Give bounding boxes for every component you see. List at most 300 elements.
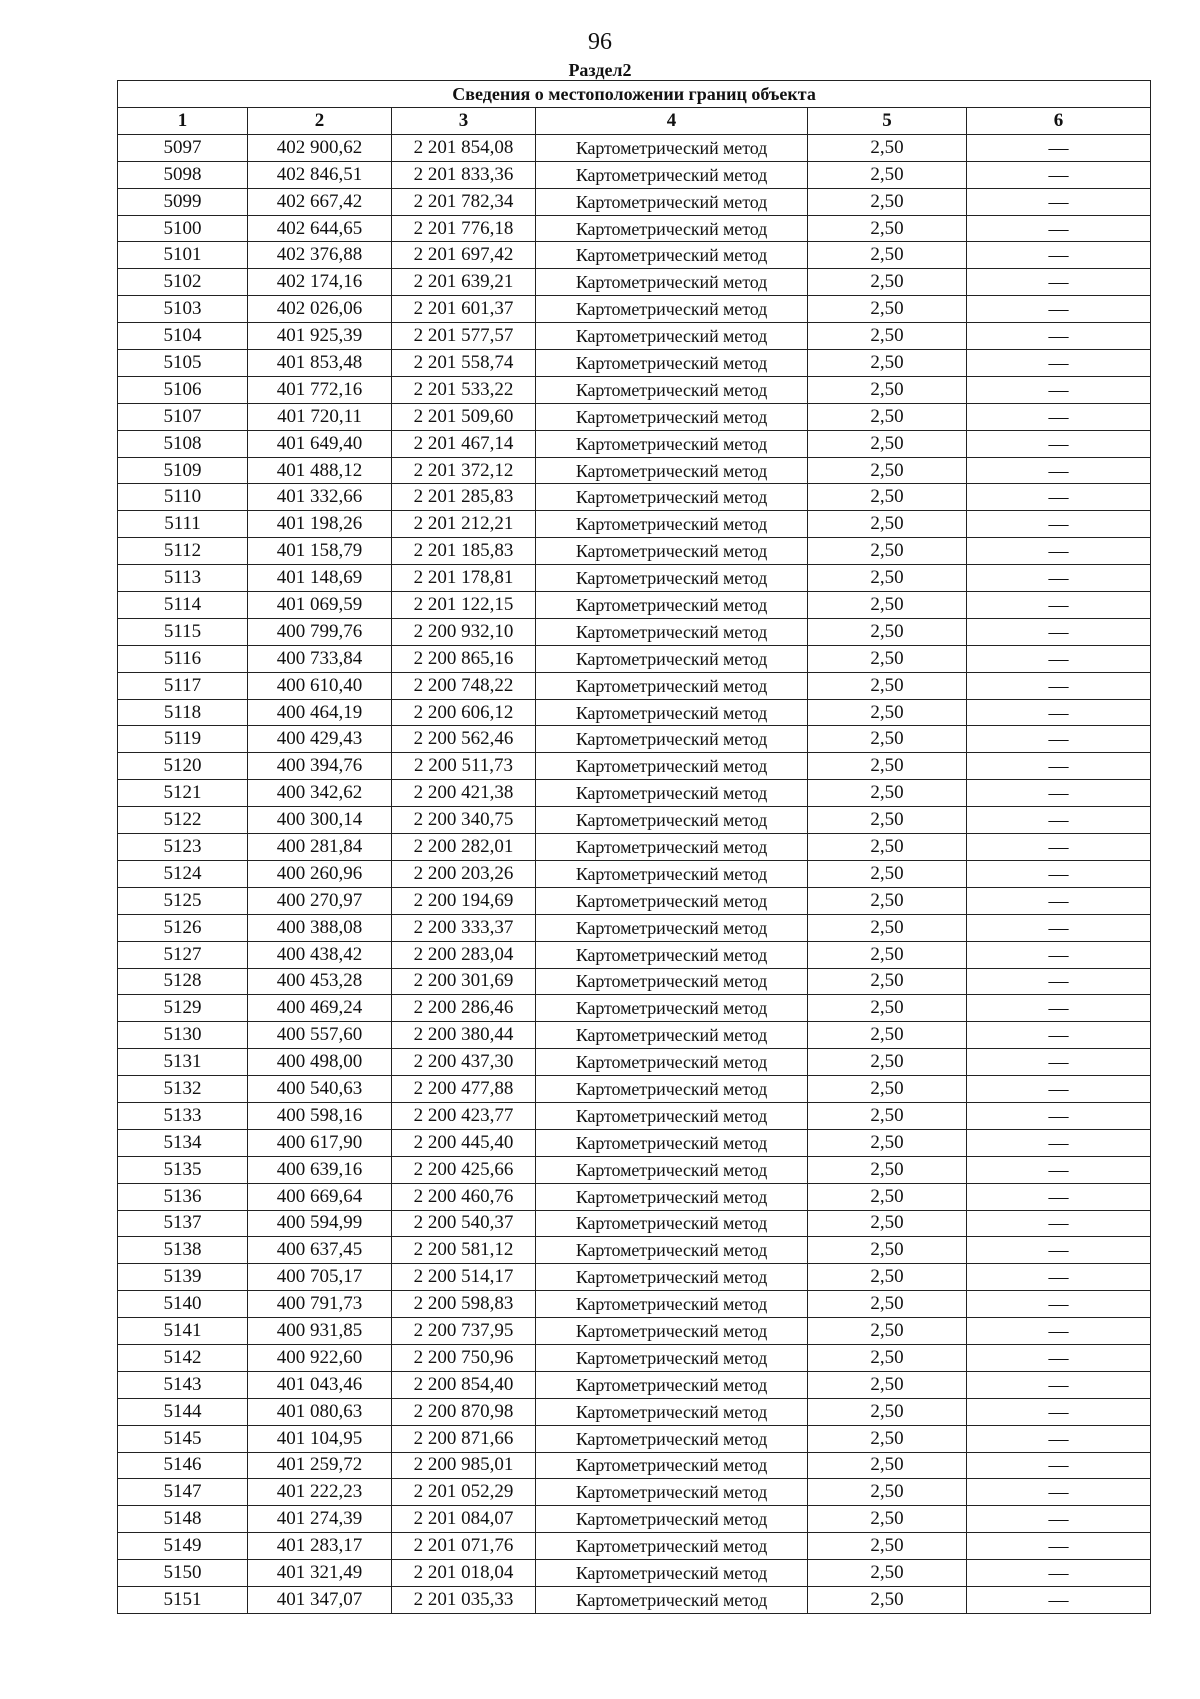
point-number-cell: 5100 xyxy=(118,215,248,242)
method-cell: Картометрический метод xyxy=(536,269,808,296)
accuracy-cell: 2,50 xyxy=(808,860,967,887)
accuracy-cell: 2,50 xyxy=(808,618,967,645)
x-coordinate-cell: 400 594,99 xyxy=(248,1210,392,1237)
description-cell: — xyxy=(967,430,1151,457)
accuracy-cell: 2,50 xyxy=(808,1560,967,1587)
accuracy-cell: 2,50 xyxy=(808,1049,967,1076)
y-coordinate-cell: 2 200 286,46 xyxy=(392,995,536,1022)
accuracy-cell: 2,50 xyxy=(808,1102,967,1129)
description-cell: — xyxy=(967,699,1151,726)
table-row xyxy=(118,1183,1151,1210)
point-number-cell: 5124 xyxy=(118,860,248,887)
description-cell: — xyxy=(967,188,1151,215)
x-coordinate-cell: 400 438,42 xyxy=(248,941,392,968)
y-coordinate-cell: 2 201 509,60 xyxy=(392,403,536,430)
y-coordinate-cell: 2 201 071,76 xyxy=(392,1533,536,1560)
x-coordinate-cell: 400 705,17 xyxy=(248,1264,392,1291)
y-coordinate-cell: 2 201 697,42 xyxy=(392,242,536,269)
point-number-cell: 5142 xyxy=(118,1344,248,1371)
x-coordinate-cell: 400 429,43 xyxy=(248,726,392,753)
y-coordinate-cell: 2 201 212,21 xyxy=(392,511,536,538)
method-cell: Картометрический метод xyxy=(536,1425,808,1452)
y-coordinate-cell: 2 201 467,14 xyxy=(392,430,536,457)
method-cell: Картометрический метод xyxy=(536,1586,808,1613)
accuracy-cell: 2,50 xyxy=(808,565,967,592)
table-row xyxy=(118,269,1151,296)
x-coordinate-cell: 400 300,14 xyxy=(248,807,392,834)
table-row xyxy=(118,672,1151,699)
y-coordinate-cell: 2 201 854,08 xyxy=(392,134,536,161)
y-coordinate-cell: 2 200 854,40 xyxy=(392,1371,536,1398)
table-row xyxy=(118,645,1151,672)
y-coordinate-cell: 2 200 283,04 xyxy=(392,941,536,968)
y-coordinate-cell: 2 200 194,69 xyxy=(392,887,536,914)
x-coordinate-cell: 400 733,84 xyxy=(248,645,392,672)
x-coordinate-cell: 402 644,65 xyxy=(248,215,392,242)
table-row xyxy=(118,403,1151,430)
y-coordinate-cell: 2 200 581,12 xyxy=(392,1237,536,1264)
description-cell: — xyxy=(967,1291,1151,1318)
point-number-cell: 5132 xyxy=(118,1076,248,1103)
y-coordinate-cell: 2 201 018,04 xyxy=(392,1560,536,1587)
accuracy-cell: 2,50 xyxy=(808,296,967,323)
x-coordinate-cell: 402 846,51 xyxy=(248,161,392,188)
method-cell: Картометрический метод xyxy=(536,161,808,188)
description-cell: — xyxy=(967,780,1151,807)
table-row xyxy=(118,134,1151,161)
table-row xyxy=(118,1102,1151,1129)
description-cell: — xyxy=(967,403,1151,430)
point-number-cell: 5110 xyxy=(118,484,248,511)
method-cell: Картометрический метод xyxy=(536,1049,808,1076)
accuracy-cell: 2,50 xyxy=(808,269,967,296)
accuracy-cell: 2,50 xyxy=(808,323,967,350)
x-coordinate-cell: 401 222,23 xyxy=(248,1479,392,1506)
method-cell: Картометрический метод xyxy=(536,403,808,430)
x-coordinate-cell: 400 639,16 xyxy=(248,1156,392,1183)
y-coordinate-cell: 2 200 477,88 xyxy=(392,1076,536,1103)
x-coordinate-cell: 400 557,60 xyxy=(248,1022,392,1049)
method-cell: Картометрический метод xyxy=(536,1264,808,1291)
description-cell: — xyxy=(967,1102,1151,1129)
description-cell: — xyxy=(967,1398,1151,1425)
column-header: 4 xyxy=(536,108,808,135)
y-coordinate-cell: 2 200 460,76 xyxy=(392,1183,536,1210)
method-cell: Картометрический метод xyxy=(536,753,808,780)
y-coordinate-cell: 2 201 776,18 xyxy=(392,215,536,242)
x-coordinate-cell: 400 637,45 xyxy=(248,1237,392,1264)
y-coordinate-cell: 2 200 282,01 xyxy=(392,834,536,861)
point-number-cell: 5136 xyxy=(118,1183,248,1210)
y-coordinate-cell: 2 201 782,34 xyxy=(392,188,536,215)
y-coordinate-cell: 2 201 285,83 xyxy=(392,484,536,511)
y-coordinate-cell: 2 201 833,36 xyxy=(392,161,536,188)
method-cell: Картометрический метод xyxy=(536,1371,808,1398)
method-cell: Картометрический метод xyxy=(536,1398,808,1425)
description-cell: — xyxy=(967,269,1151,296)
x-coordinate-cell: 401 321,49 xyxy=(248,1560,392,1587)
table-row xyxy=(118,1452,1151,1479)
method-cell: Картометрический метод xyxy=(536,1318,808,1345)
point-number-cell: 5104 xyxy=(118,323,248,350)
method-cell: Картометрический метод xyxy=(536,1291,808,1318)
caption-row xyxy=(118,81,1151,108)
x-coordinate-cell: 400 394,76 xyxy=(248,753,392,780)
description-cell: — xyxy=(967,1452,1151,1479)
description-cell: — xyxy=(967,242,1151,269)
accuracy-cell: 2,50 xyxy=(808,1022,967,1049)
y-coordinate-cell: 2 201 178,81 xyxy=(392,565,536,592)
point-number-cell: 5120 xyxy=(118,753,248,780)
y-coordinate-cell: 2 200 445,40 xyxy=(392,1129,536,1156)
table-row xyxy=(118,1586,1151,1613)
method-cell: Картометрический метод xyxy=(536,215,808,242)
method-cell: Картометрический метод xyxy=(536,1237,808,1264)
x-coordinate-cell: 401 198,26 xyxy=(248,511,392,538)
method-cell: Картометрический метод xyxy=(536,860,808,887)
column-header: 6 xyxy=(967,108,1151,135)
method-cell: Картометрический метод xyxy=(536,995,808,1022)
point-number-cell: 5151 xyxy=(118,1586,248,1613)
column-header: 1 xyxy=(118,108,248,135)
x-coordinate-cell: 400 669,64 xyxy=(248,1183,392,1210)
y-coordinate-cell: 2 201 601,37 xyxy=(392,296,536,323)
accuracy-cell: 2,50 xyxy=(808,242,967,269)
x-coordinate-cell: 401 720,11 xyxy=(248,403,392,430)
x-coordinate-cell: 401 925,39 xyxy=(248,323,392,350)
method-cell: Картометрический метод xyxy=(536,780,808,807)
table-row xyxy=(118,1506,1151,1533)
description-cell: — xyxy=(967,323,1151,350)
accuracy-cell: 2,50 xyxy=(808,457,967,484)
method-cell: Картометрический метод xyxy=(536,242,808,269)
method-cell: Картометрический метод xyxy=(536,1210,808,1237)
x-coordinate-cell: 400 453,28 xyxy=(248,968,392,995)
table-row xyxy=(118,941,1151,968)
table-row xyxy=(118,457,1151,484)
table-row xyxy=(118,968,1151,995)
table-row xyxy=(118,807,1151,834)
x-coordinate-cell: 401 104,95 xyxy=(248,1425,392,1452)
table-row xyxy=(118,188,1151,215)
x-coordinate-cell: 401 283,17 xyxy=(248,1533,392,1560)
x-coordinate-cell: 400 922,60 xyxy=(248,1344,392,1371)
accuracy-cell: 2,50 xyxy=(808,1076,967,1103)
section-title: Раздел2 xyxy=(568,60,632,80)
x-coordinate-cell: 401 148,69 xyxy=(248,565,392,592)
x-coordinate-cell: 402 900,62 xyxy=(248,134,392,161)
y-coordinate-cell: 2 200 340,75 xyxy=(392,807,536,834)
accuracy-cell: 2,50 xyxy=(808,350,967,377)
method-cell: Картометрический метод xyxy=(536,592,808,619)
description-cell: — xyxy=(967,1076,1151,1103)
point-number-cell: 5119 xyxy=(118,726,248,753)
point-number-cell: 5118 xyxy=(118,699,248,726)
point-number-cell: 5140 xyxy=(118,1291,248,1318)
x-coordinate-cell: 400 388,08 xyxy=(248,914,392,941)
description-cell: — xyxy=(967,618,1151,645)
y-coordinate-cell: 2 201 084,07 xyxy=(392,1506,536,1533)
point-number-cell: 5141 xyxy=(118,1318,248,1345)
point-number-cell: 5106 xyxy=(118,376,248,403)
point-number-cell: 5133 xyxy=(118,1102,248,1129)
accuracy-cell: 2,50 xyxy=(808,161,967,188)
point-number-cell: 5128 xyxy=(118,968,248,995)
table-row xyxy=(118,484,1151,511)
table-row xyxy=(118,995,1151,1022)
accuracy-cell: 2,50 xyxy=(808,753,967,780)
accuracy-cell: 2,50 xyxy=(808,592,967,619)
table-row xyxy=(118,376,1151,403)
point-number-cell: 5113 xyxy=(118,565,248,592)
x-coordinate-cell: 401 069,59 xyxy=(248,592,392,619)
accuracy-cell: 2,50 xyxy=(808,215,967,242)
method-cell: Картометрический метод xyxy=(536,511,808,538)
y-coordinate-cell: 2 200 606,12 xyxy=(392,699,536,726)
table-row xyxy=(118,565,1151,592)
accuracy-cell: 2,50 xyxy=(808,941,967,968)
x-coordinate-cell: 400 464,19 xyxy=(248,699,392,726)
accuracy-cell: 2,50 xyxy=(808,968,967,995)
x-coordinate-cell: 400 799,76 xyxy=(248,618,392,645)
point-number-cell: 5143 xyxy=(118,1371,248,1398)
x-coordinate-cell: 400 791,73 xyxy=(248,1291,392,1318)
accuracy-cell: 2,50 xyxy=(808,1291,967,1318)
accuracy-cell: 2,50 xyxy=(808,645,967,672)
method-cell: Картометрический метод xyxy=(536,1479,808,1506)
table-row xyxy=(118,1479,1151,1506)
accuracy-cell: 2,50 xyxy=(808,780,967,807)
description-cell: — xyxy=(967,807,1151,834)
x-coordinate-cell: 400 498,00 xyxy=(248,1049,392,1076)
y-coordinate-cell: 2 200 425,66 xyxy=(392,1156,536,1183)
column-header: 2 xyxy=(248,108,392,135)
method-cell: Картометрический метод xyxy=(536,968,808,995)
description-cell: — xyxy=(967,1506,1151,1533)
accuracy-cell: 2,50 xyxy=(808,914,967,941)
column-header-row xyxy=(118,108,1151,135)
method-cell: Картометрический метод xyxy=(536,618,808,645)
point-number-cell: 5099 xyxy=(118,188,248,215)
table-row xyxy=(118,161,1151,188)
y-coordinate-cell: 2 200 562,46 xyxy=(392,726,536,753)
accuracy-cell: 2,50 xyxy=(808,807,967,834)
method-cell: Картометрический метод xyxy=(536,1076,808,1103)
point-number-cell: 5129 xyxy=(118,995,248,1022)
y-coordinate-cell: 2 200 748,22 xyxy=(392,672,536,699)
method-cell: Картометрический метод xyxy=(536,914,808,941)
x-coordinate-cell: 401 259,72 xyxy=(248,1452,392,1479)
accuracy-cell: 2,50 xyxy=(808,538,967,565)
point-number-cell: 5117 xyxy=(118,672,248,699)
x-coordinate-cell: 401 772,16 xyxy=(248,376,392,403)
method-cell: Картометрический метод xyxy=(536,323,808,350)
method-cell: Картометрический метод xyxy=(536,1156,808,1183)
accuracy-cell: 2,50 xyxy=(808,430,967,457)
y-coordinate-cell: 2 200 932,10 xyxy=(392,618,536,645)
y-coordinate-cell: 2 200 421,38 xyxy=(392,780,536,807)
y-coordinate-cell: 2 201 122,15 xyxy=(392,592,536,619)
column-header: 5 xyxy=(808,108,967,135)
method-cell: Картометрический метод xyxy=(536,565,808,592)
point-number-cell: 5098 xyxy=(118,161,248,188)
accuracy-cell: 2,50 xyxy=(808,188,967,215)
description-cell: — xyxy=(967,565,1151,592)
point-number-cell: 5097 xyxy=(118,134,248,161)
x-coordinate-cell: 401 274,39 xyxy=(248,1506,392,1533)
y-coordinate-cell: 2 200 514,17 xyxy=(392,1264,536,1291)
y-coordinate-cell: 2 201 577,57 xyxy=(392,323,536,350)
method-cell: Картометрический метод xyxy=(536,457,808,484)
x-coordinate-cell: 401 332,66 xyxy=(248,484,392,511)
accuracy-cell: 2,50 xyxy=(808,376,967,403)
y-coordinate-cell: 2 201 372,12 xyxy=(392,457,536,484)
y-coordinate-cell: 2 200 865,16 xyxy=(392,645,536,672)
method-cell: Картометрический метод xyxy=(536,1102,808,1129)
accuracy-cell: 2,50 xyxy=(808,1344,967,1371)
description-cell: — xyxy=(967,941,1151,968)
table-row xyxy=(118,1156,1151,1183)
x-coordinate-cell: 402 667,42 xyxy=(248,188,392,215)
description-cell: — xyxy=(967,995,1151,1022)
method-cell: Картометрический метод xyxy=(536,887,808,914)
description-cell: — xyxy=(967,134,1151,161)
column-header: 3 xyxy=(392,108,536,135)
x-coordinate-cell: 400 260,96 xyxy=(248,860,392,887)
accuracy-cell: 2,50 xyxy=(808,1156,967,1183)
method-cell: Картометрический метод xyxy=(536,645,808,672)
description-cell: — xyxy=(967,1049,1151,1076)
table-row xyxy=(118,834,1151,861)
accuracy-cell: 2,50 xyxy=(808,1479,967,1506)
table-row xyxy=(118,511,1151,538)
table-row xyxy=(118,592,1151,619)
table-row xyxy=(118,1318,1151,1345)
point-number-cell: 5131 xyxy=(118,1049,248,1076)
description-cell: — xyxy=(967,645,1151,672)
description-cell: — xyxy=(967,538,1151,565)
point-number-cell: 5121 xyxy=(118,780,248,807)
point-number-cell: 5134 xyxy=(118,1129,248,1156)
x-coordinate-cell: 400 342,62 xyxy=(248,780,392,807)
x-coordinate-cell: 401 488,12 xyxy=(248,457,392,484)
point-number-cell: 5145 xyxy=(118,1425,248,1452)
table-row xyxy=(118,1129,1151,1156)
description-cell: — xyxy=(967,834,1151,861)
x-coordinate-cell: 400 469,24 xyxy=(248,995,392,1022)
table-row xyxy=(118,1049,1151,1076)
accuracy-cell: 2,50 xyxy=(808,1425,967,1452)
accuracy-cell: 2,50 xyxy=(808,1318,967,1345)
y-coordinate-cell: 2 201 639,21 xyxy=(392,269,536,296)
method-cell: Картометрический метод xyxy=(536,1452,808,1479)
point-number-cell: 5111 xyxy=(118,511,248,538)
y-coordinate-cell: 2 201 035,33 xyxy=(392,1586,536,1613)
accuracy-cell: 2,50 xyxy=(808,1264,967,1291)
accuracy-cell: 2,50 xyxy=(808,834,967,861)
description-cell: — xyxy=(967,1586,1151,1613)
y-coordinate-cell: 2 201 185,83 xyxy=(392,538,536,565)
description-cell: — xyxy=(967,1183,1151,1210)
point-number-cell: 5122 xyxy=(118,807,248,834)
x-coordinate-cell: 400 598,16 xyxy=(248,1102,392,1129)
x-coordinate-cell: 400 540,63 xyxy=(248,1076,392,1103)
accuracy-cell: 2,50 xyxy=(808,1533,967,1560)
accuracy-cell: 2,50 xyxy=(808,1586,967,1613)
accuracy-cell: 2,50 xyxy=(808,511,967,538)
y-coordinate-cell: 2 200 985,01 xyxy=(392,1452,536,1479)
table-row xyxy=(118,726,1151,753)
accuracy-cell: 2,50 xyxy=(808,887,967,914)
accuracy-cell: 2,50 xyxy=(808,1237,967,1264)
table-row xyxy=(118,215,1151,242)
method-cell: Картометрический метод xyxy=(536,699,808,726)
description-cell: — xyxy=(967,1479,1151,1506)
method-cell: Картометрический метод xyxy=(536,1129,808,1156)
point-number-cell: 5138 xyxy=(118,1237,248,1264)
method-cell: Картометрический метод xyxy=(536,1506,808,1533)
y-coordinate-cell: 2 200 870,98 xyxy=(392,1398,536,1425)
accuracy-cell: 2,50 xyxy=(808,1398,967,1425)
description-cell: — xyxy=(967,1022,1151,1049)
point-number-cell: 5148 xyxy=(118,1506,248,1533)
point-number-cell: 5109 xyxy=(118,457,248,484)
point-number-cell: 5123 xyxy=(118,834,248,861)
method-cell: Картометрический метод xyxy=(536,1022,808,1049)
point-number-cell: 5115 xyxy=(118,618,248,645)
point-number-cell: 5126 xyxy=(118,914,248,941)
point-number-cell: 5107 xyxy=(118,403,248,430)
description-cell: — xyxy=(967,1237,1151,1264)
table-row xyxy=(118,780,1151,807)
description-cell: — xyxy=(967,1425,1151,1452)
y-coordinate-cell: 2 200 540,37 xyxy=(392,1210,536,1237)
description-cell: — xyxy=(967,215,1151,242)
description-cell: — xyxy=(967,376,1151,403)
description-cell: — xyxy=(967,1210,1151,1237)
table-body xyxy=(118,134,1151,1613)
description-cell: — xyxy=(967,968,1151,995)
description-cell: — xyxy=(967,1129,1151,1156)
description-cell: — xyxy=(967,1344,1151,1371)
method-cell: Картометрический метод xyxy=(536,1344,808,1371)
accuracy-cell: 2,50 xyxy=(808,1210,967,1237)
accuracy-cell: 2,50 xyxy=(808,995,967,1022)
table-row xyxy=(118,1210,1151,1237)
x-coordinate-cell: 400 270,97 xyxy=(248,887,392,914)
table-caption: Сведения о местоположении границ объекта xyxy=(118,81,1151,108)
description-cell: — xyxy=(967,592,1151,619)
table-row xyxy=(118,538,1151,565)
accuracy-cell: 2,50 xyxy=(808,672,967,699)
method-cell: Картометрический метод xyxy=(536,430,808,457)
table-row xyxy=(118,1371,1151,1398)
accuracy-cell: 2,50 xyxy=(808,726,967,753)
method-cell: Картометрический метод xyxy=(536,538,808,565)
accuracy-cell: 2,50 xyxy=(808,1371,967,1398)
y-coordinate-cell: 2 200 423,77 xyxy=(392,1102,536,1129)
accuracy-cell: 2,50 xyxy=(808,1129,967,1156)
method-cell: Картометрический метод xyxy=(536,1560,808,1587)
description-cell: — xyxy=(967,1533,1151,1560)
description-cell: — xyxy=(967,1318,1151,1345)
method-cell: Картометрический метод xyxy=(536,807,808,834)
table-row xyxy=(118,1022,1151,1049)
table-row xyxy=(118,1076,1151,1103)
x-coordinate-cell: 402 174,16 xyxy=(248,269,392,296)
description-cell: — xyxy=(967,296,1151,323)
table-row xyxy=(118,1237,1151,1264)
